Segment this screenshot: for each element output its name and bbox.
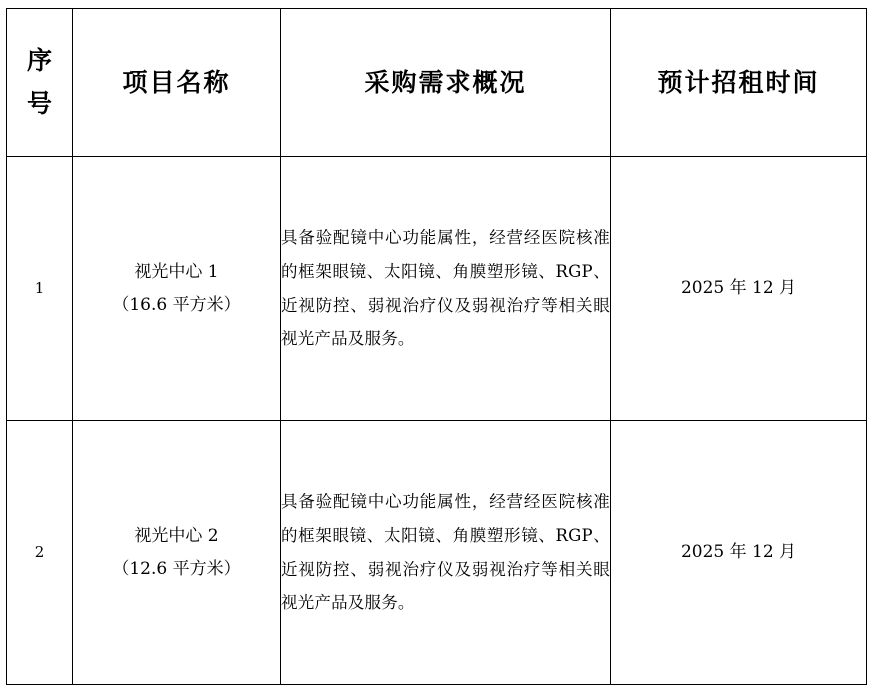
cell-project-name-line2: （12.6 平方米） <box>112 558 241 579</box>
cell-project-name-line1: 视光中心 1 <box>134 262 219 283</box>
column-header-expected-time: 预计招租时间 <box>611 9 867 157</box>
column-header-requirement: 采购需求概况 <box>281 9 611 157</box>
table-row <box>7 157 867 421</box>
cell-project-name <box>73 157 281 421</box>
cell-requirement: 具备验配镜中心功能属性，经营经医院核准的框架眼镜、太阳镜、角膜塑形镜、RGP、近视防控、弱视治疗仪及弱视治疗等相关眼视光产品及服务。 <box>281 421 611 685</box>
cell-sequence: 2 <box>7 421 73 685</box>
cell-expected-time: 2025 年 12 月 <box>611 421 867 685</box>
cell-requirement: 具备验配镜中心功能属性，经营经医院核准的框架眼镜、太阳镜、角膜塑形镜、RGP、近视防控、弱视治疗仪及弱视治疗等相关眼视光产品及服务。 <box>281 157 611 421</box>
table-row <box>7 421 867 685</box>
column-header-sequence <box>7 9 73 157</box>
procurement-table <box>6 8 867 685</box>
column-header-sequence-char2: 号 <box>26 88 52 118</box>
cell-sequence: 1 <box>7 157 73 421</box>
column-header-project-name: 项目名称 <box>73 9 281 157</box>
cell-project-name-line2: （16.6 平方米） <box>112 294 241 315</box>
cell-project-name-line1: 视光中心 2 <box>134 526 219 547</box>
column-header-sequence-char1: 序 <box>26 46 52 75</box>
cell-project-name <box>73 421 281 685</box>
table-header-row <box>7 9 867 157</box>
cell-expected-time: 2025 年 12 月 <box>611 157 867 421</box>
